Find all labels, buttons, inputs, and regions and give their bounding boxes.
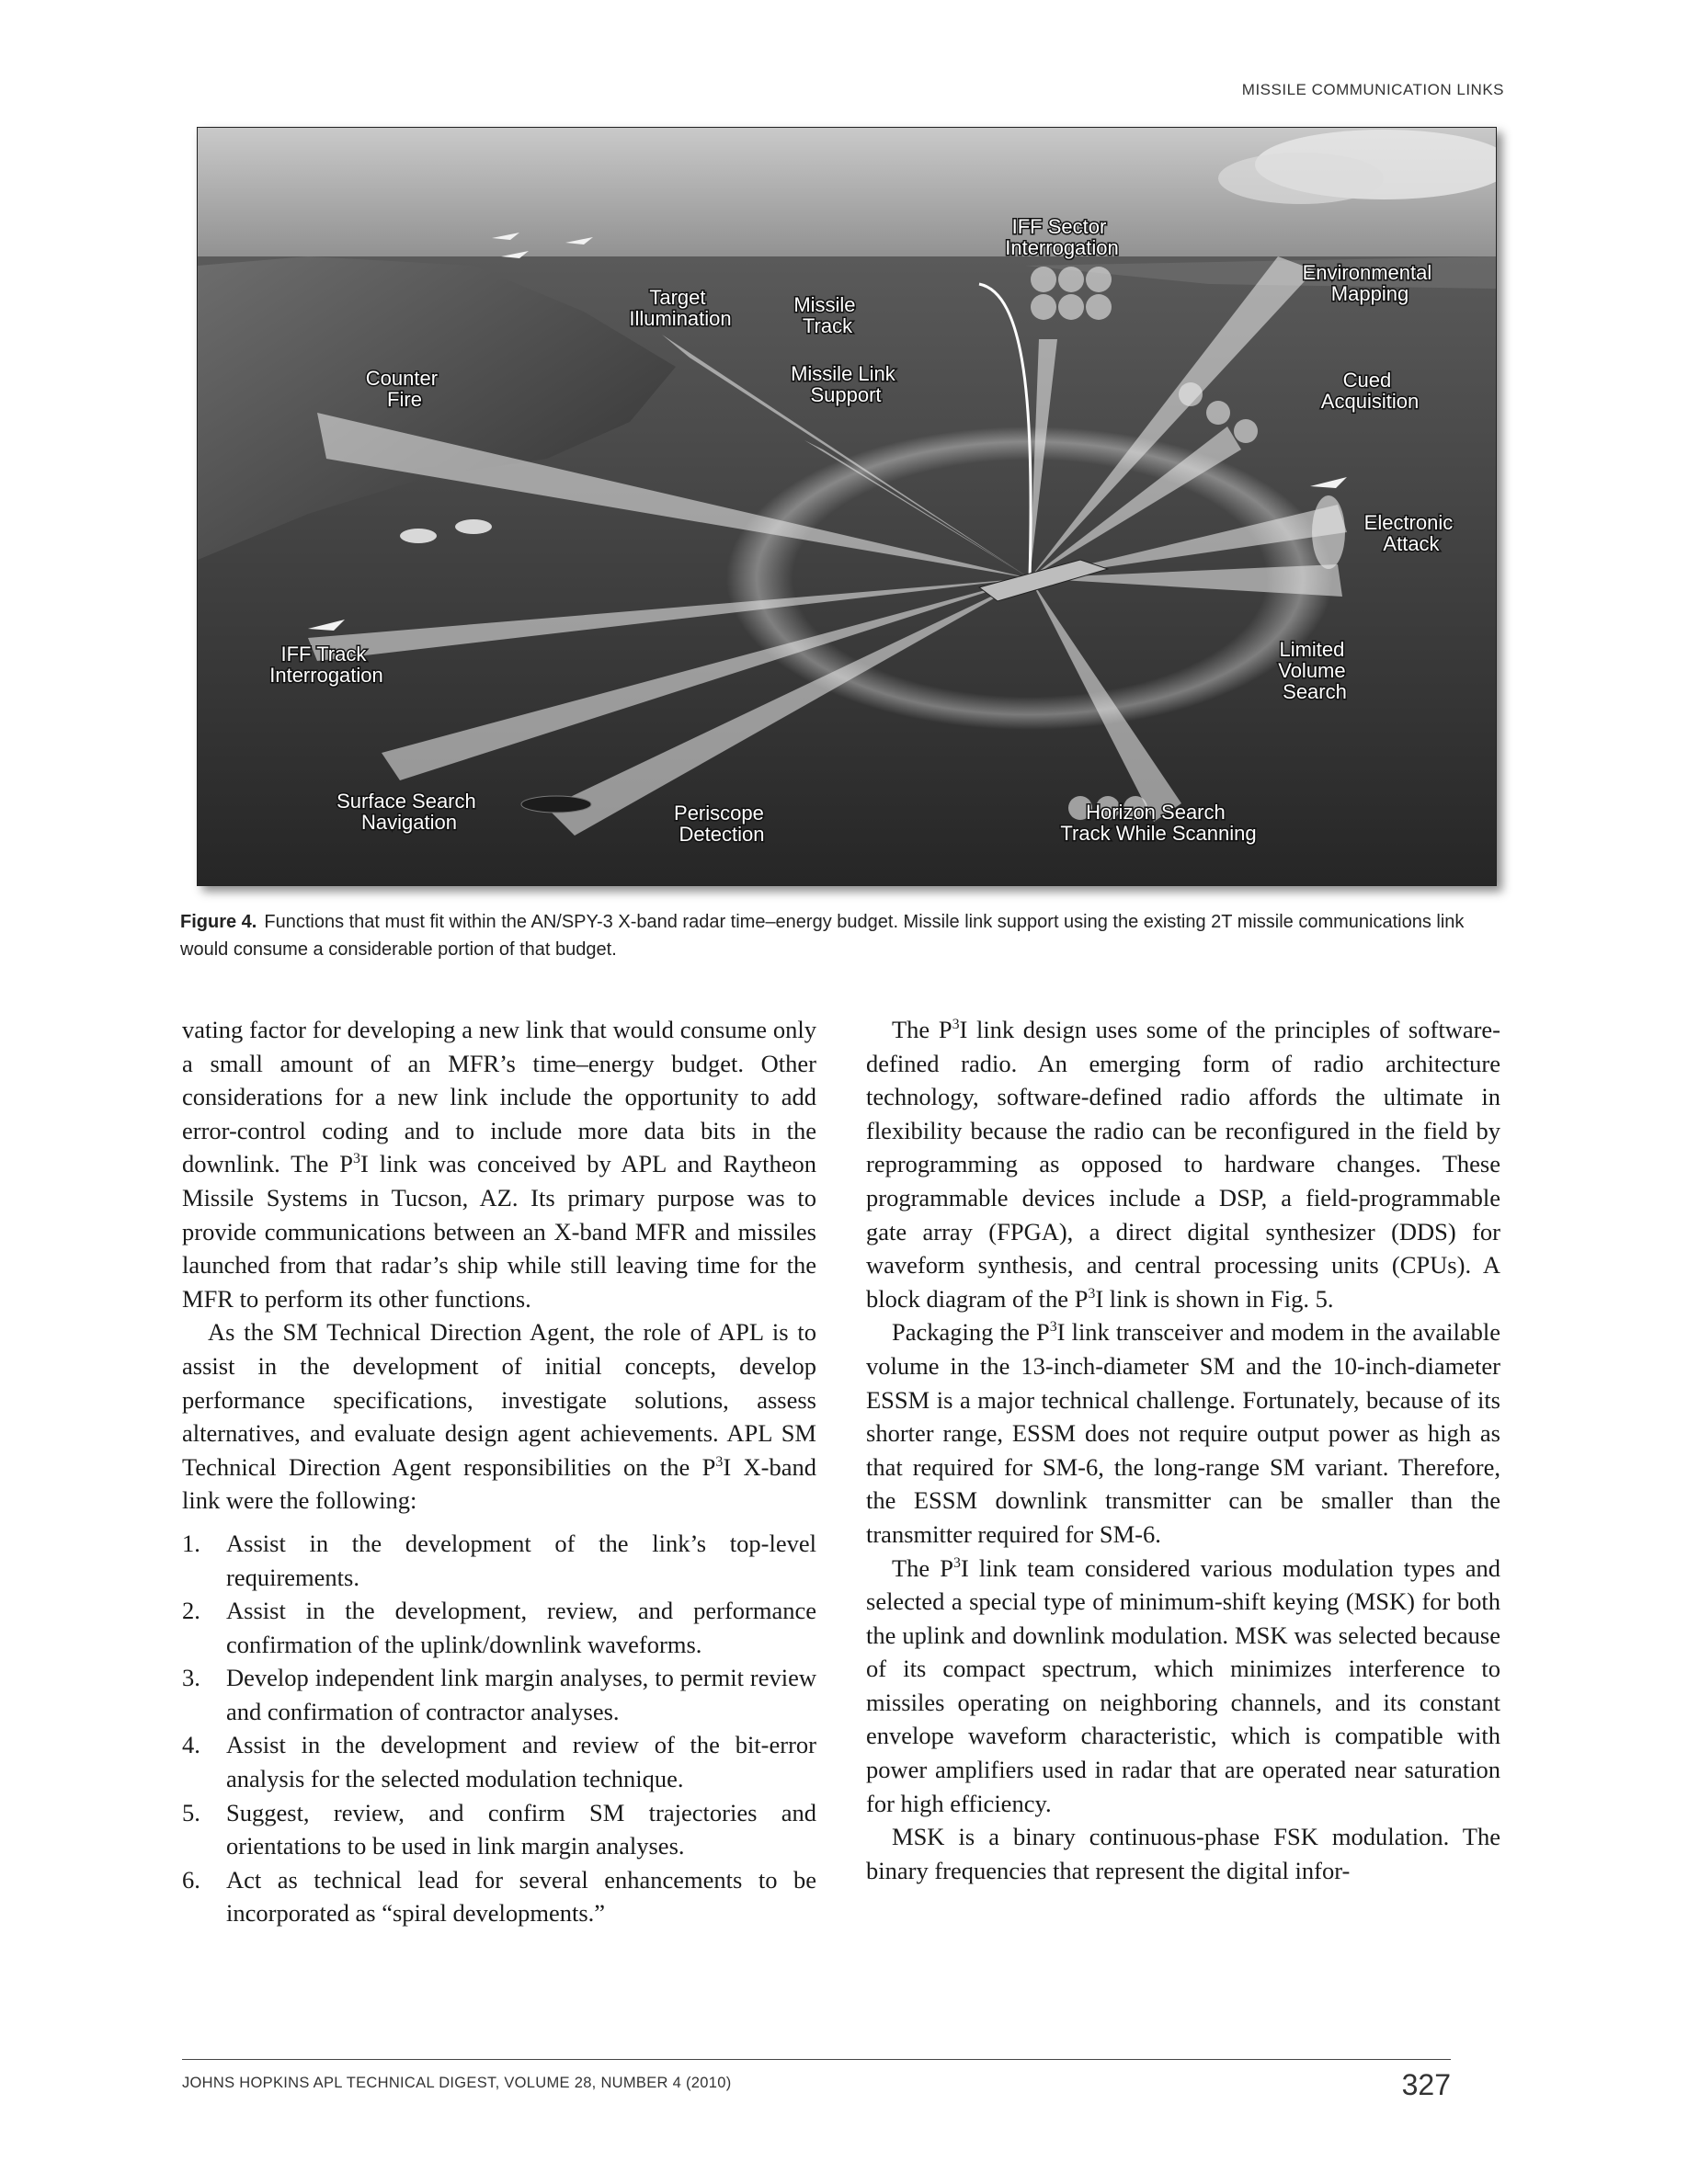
label-horizon-search: Horizon Search Track While Scanning — [1060, 801, 1257, 845]
label-surface-search-navigation: Surface Search Navigation — [336, 790, 476, 834]
list-item: 2. Assist in the development, review, and performance confirmation of the uplink/downlink waveforms. — [182, 1597, 816, 1658]
label-missile-track: Missile Track — [793, 293, 856, 337]
boat — [400, 529, 437, 543]
label-periscope-detection: Periscope Detection — [674, 802, 765, 846]
label-iff-track-interrogation: IFF Track Interrogation — [269, 643, 383, 687]
journal-citation: JOHNS HOPKINS APL TECHNICAL DIGEST, VOLUME 28, NUMBER 4 (2010) — [182, 2075, 732, 2091]
label-target-illumination: Target Illumination — [629, 286, 732, 330]
right-column — [866, 1013, 1500, 1887]
paragraph: The $P^3I$ link design uses some of the principles of software-defined radio. An emerging form of radio architecture technology, software-defined radio affords the ultimate in flexibility because the radio can be reconfigured in the field by reprogramming as opposed to hardware changes. These programmable devices include a DSP, a field-programmable gate array (FPGA), a direct digital synthesizer (DDS) for waveform synthesis, and central processing units (CPUs). A block diagram of the $P^3I$ link is shown in Fig. 5. — [866, 1016, 1500, 1313]
label-limited-volume-search: Limited Volume Search — [1278, 638, 1347, 703]
figure-caption-text: Functions that must fit within the AN/SPY-3 X-band radar time–energy budget. Missile link support using the existing 2T missile communications link would consume a considerable portion of that budget. — [180, 912, 1465, 960]
label-cued-acquisition: Cued Acquisition — [1320, 369, 1420, 413]
paragraph: vating factor for developing a new link that would consume only a small amount of an MFR’s time–energy budget. Other considerations for a new link include the opportunity to add error-control coding and to include more data bits in the downlink. The $P^3I$ link was conceived by APL and Raytheon Missile Systems in Tucson, AZ. Its primary purpose was to provide communications between an X-band MFR and missiles launched from that radar’s ship while still leaving time for the MFR to perform its other functions. — [182, 1016, 816, 1313]
figure-4-illustration — [197, 127, 1497, 886]
running-head: MISSILE COMMUNICATION LINKS — [1241, 81, 1504, 98]
boat — [455, 519, 492, 534]
label-missile-link-support: Missile Link Support — [791, 362, 895, 406]
label-environmental-mapping: Environmental Mapping — [1302, 261, 1432, 305]
paragraph: The $P^3I$ link team considered various modulation types and selected a special type of minimum-shift keying (MSK) for both the uplink and downlink modulation. MSK was selected because of its compact spectrum, which minimizes interference to missiles operating on neighboring channels, and its constant envelope waveform characteristic, which is compatible with power amplifiers used in radar that are operated near saturation for high efficiency. — [866, 1553, 1500, 1817]
paragraph: As the SM Technical Direction Agent, the role of APL is to assist in the development of initial concepts, develop performance specifications, investigate solutions, assess alternatives, and evaluate design agent achievements. APL SM Technical Direction Agent responsibilities on the $P^3I$ X-band link were the following: — [182, 1318, 816, 1515]
label-electronic-attack: Electronic Attack — [1363, 511, 1454, 555]
footer-rule — [182, 2059, 1451, 2060]
submarine — [521, 796, 591, 813]
list-item: 4. Assist in the development and review of the bit-error analysis for the selected modulation technique. — [182, 1731, 816, 1793]
list-item: 3. Develop independent link margin analyses, to permit review and confirmation of contractor analyses. — [182, 1664, 816, 1725]
label-counter-fire: Counter Fire — [365, 367, 439, 411]
page-number: 327 — [1401, 2068, 1451, 2101]
responsibilities-list — [182, 1527, 816, 1930]
paragraph: MSK is a binary continuous-phase FSK modulation. The binary frequencies that represent the digital infor- — [866, 1823, 1500, 1884]
radar-functions-illustration — [198, 128, 1496, 885]
list-item: 6. Act as technical lead for several enhancements to be incorporated as “spiral developments.” — [182, 1865, 816, 1928]
left-column — [182, 1013, 816, 1930]
paragraph: Packaging the $P^3I$ link transceiver and modem in the available volume in the 13-inch-diameter SM and the 10-inch-diameter ESSM is a major technical challenge. Fortunately, because of its shorter range, ESSM does not require output power as high as that required for SM-6, the long-range SM variant. Therefore, the ESSM downlink transmitter can be smaller than the transmitter required for SM-6. — [866, 1318, 1500, 1548]
list-item: 1. Assist in the development of the link’s top-level requirements. — [182, 1529, 816, 1591]
label-iff-sector-interrogation: IFF Sector Interrogation — [1005, 215, 1119, 259]
list-item: 5. Suggest, review, and confirm SM trajectories and orientations to be used in link margin analyses. — [182, 1798, 816, 1860]
figure-caption — [180, 908, 1513, 963]
figure-label: Figure 4. — [180, 912, 257, 932]
